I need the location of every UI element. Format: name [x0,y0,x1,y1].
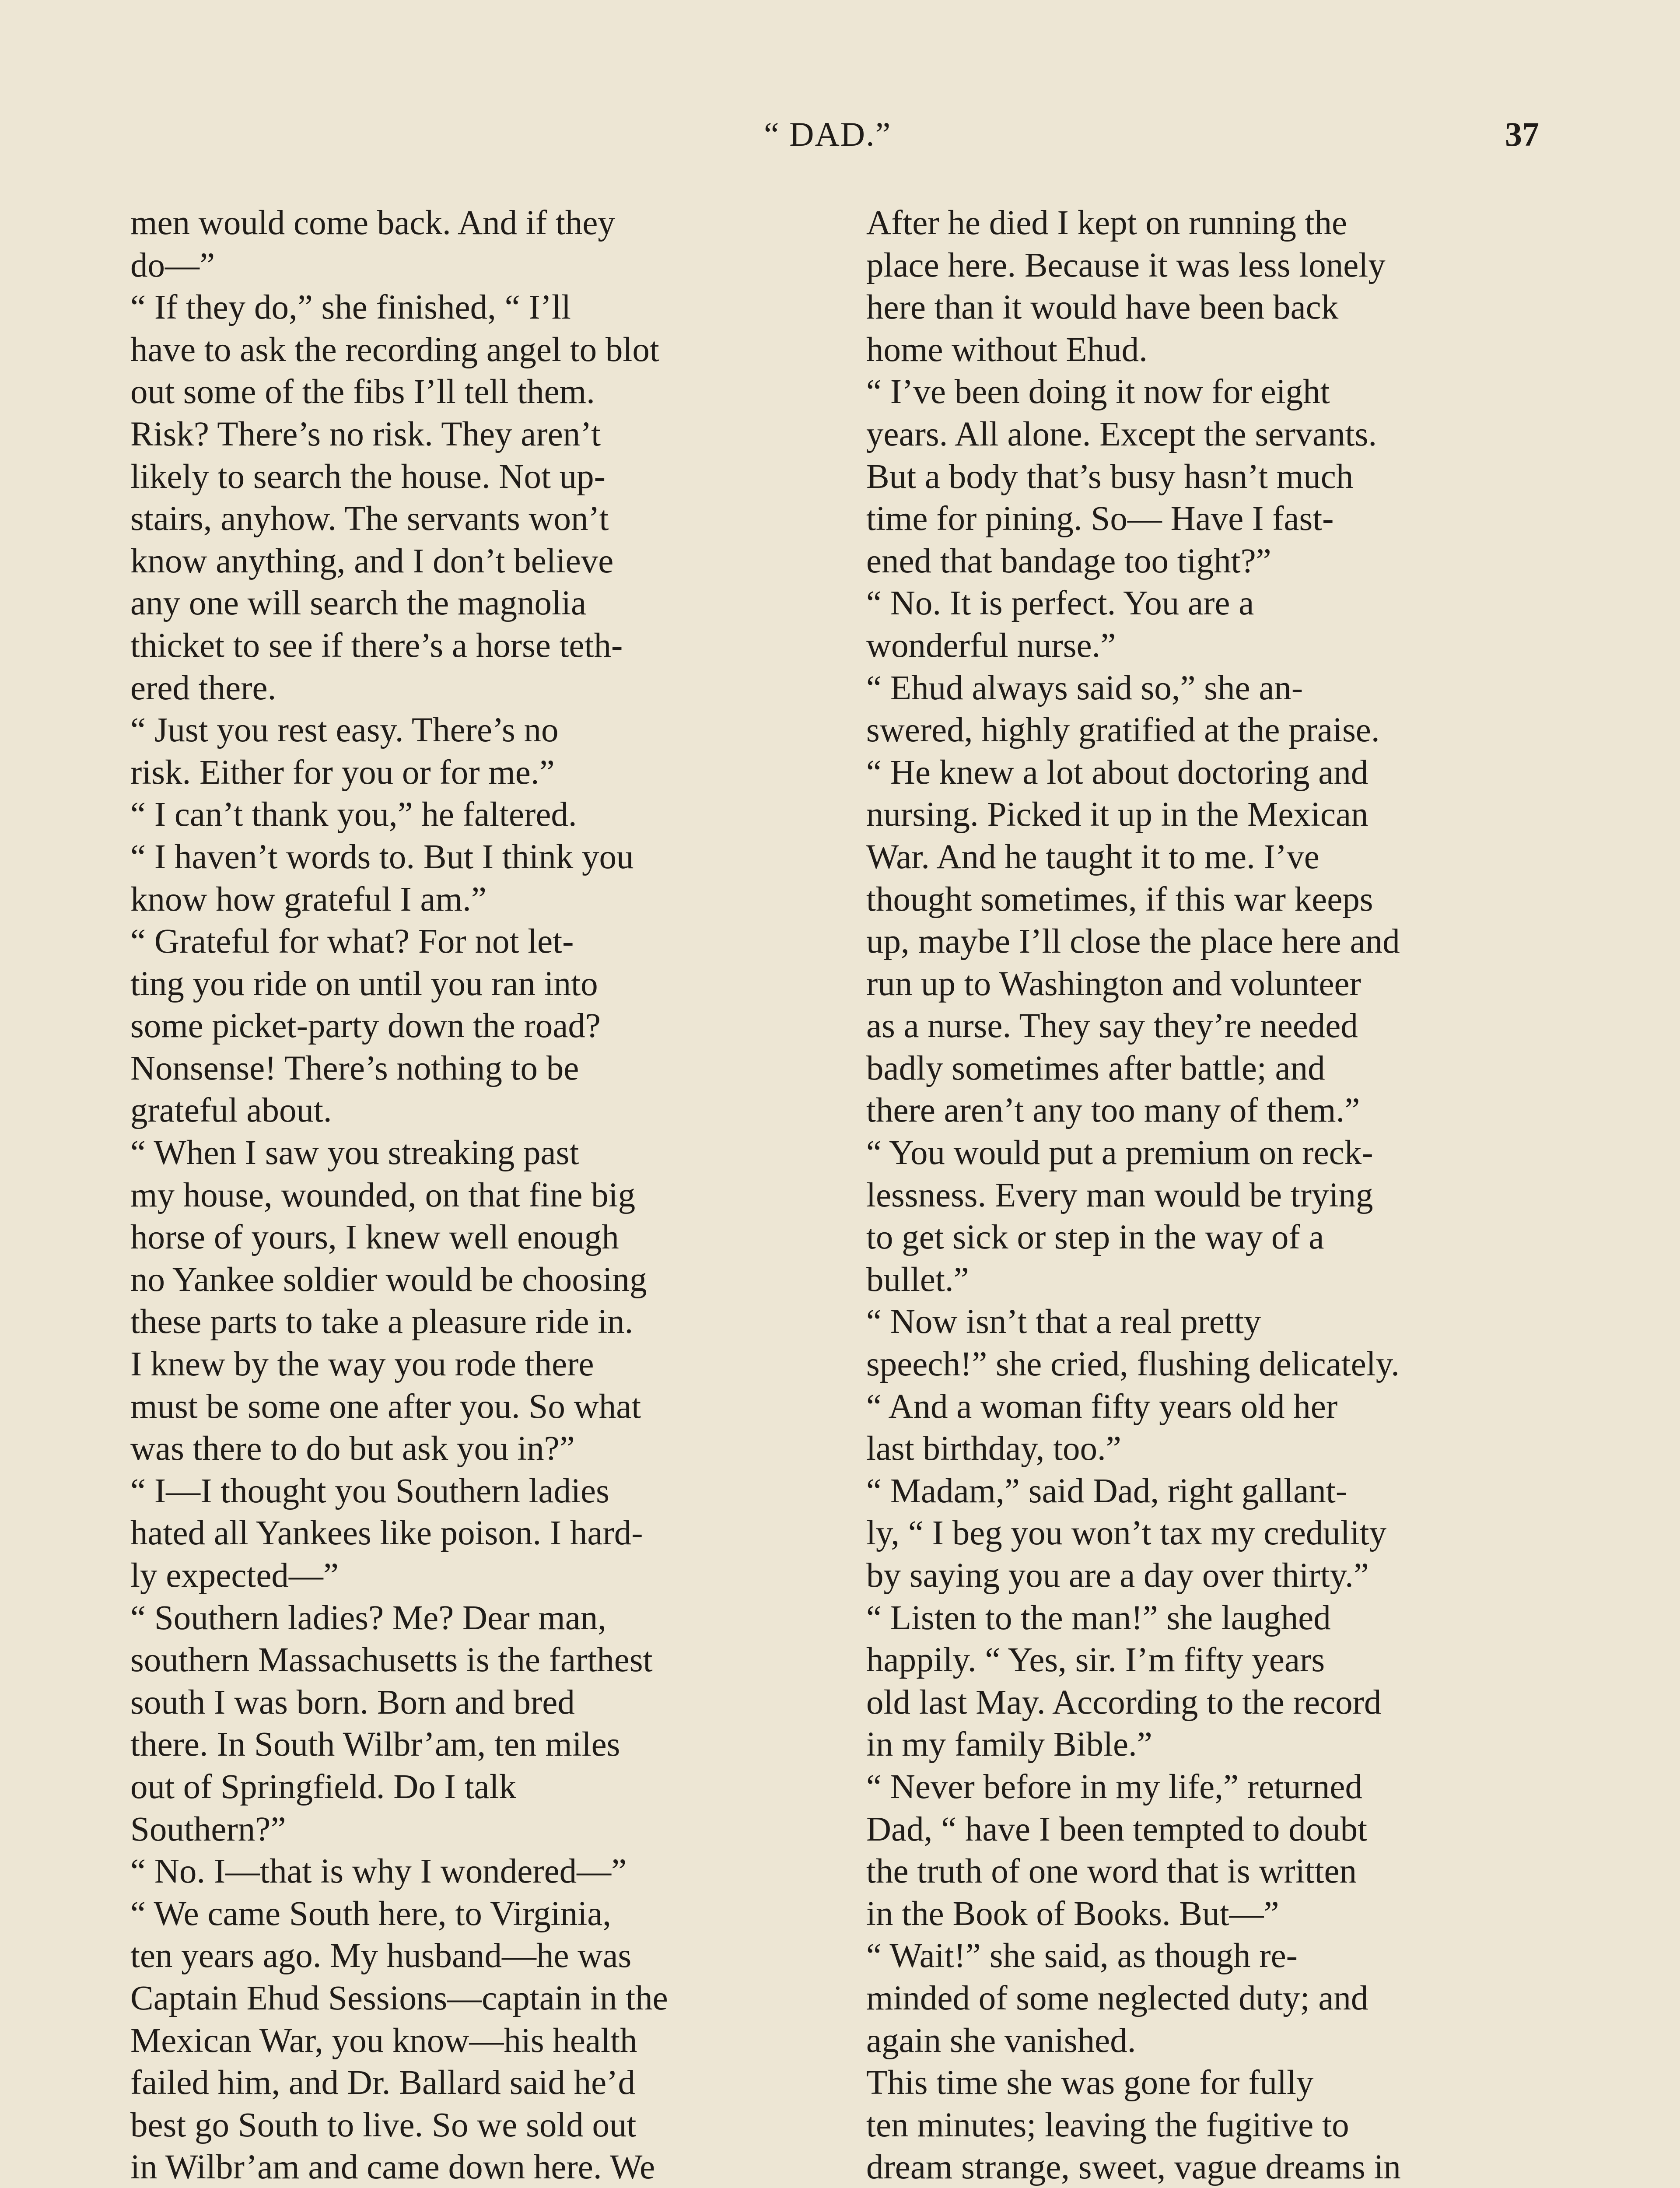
text-line: some picket-party down the road? [130,1007,601,1045]
text-line: here than it would have been back [866,288,1339,327]
text-line: no Yankee soldier would be choosing [130,1260,647,1299]
text-line: the truth of one word that is written [866,1852,1357,1891]
text-line: home without Ehud. [866,330,1148,369]
text-line: time for pining. So— Have I fast- [866,500,1334,538]
running-head: “ DAD.” [764,115,892,153]
text-line: “ Southern ladies? Me? Dear man, [130,1599,607,1637]
text-line: do—” [130,246,215,284]
text-line: swered, highly gratified at the praise. [866,711,1380,750]
text-line: men would come back. And if they [130,204,615,242]
text-line: any one will search the magnolia [130,584,587,623]
text-line: years. All alone. Except the servants. [866,415,1377,453]
text-line: Risk? There’s no risk. They aren’t [130,415,601,453]
text-line: “ Grateful for what? For not let- [130,922,574,961]
text-line: This time she was gone for fully [866,2064,1314,2102]
text-line: failed him, and Dr. Ballard said he’d [130,2064,635,2102]
text-line: “ Never before in my life,” returned [866,1767,1362,1806]
text-line: ting you ride on until you ran into [130,964,598,1003]
text-line: know anything, and I don’t believe [130,542,614,580]
text-line: up, maybe I’ll close the place here and [866,922,1400,961]
text-line: place here. Because it was less lonely [866,246,1386,284]
text-line: in the Book of Books. But—” [866,1894,1279,1933]
text-line: in my family Bible.” [866,1725,1152,1764]
text-line: these parts to take a pleasure ride in. [130,1303,634,1341]
text-line: War. And he taught it to me. I’ve [866,838,1320,876]
text-line: “ Madam,” said Dad, right gallant- [866,1472,1348,1510]
text-line: nursing. Picked it up in the Mexican [866,796,1368,834]
text-line: happily. “ Yes, sir. I’m fifty years [866,1641,1325,1680]
left-text-column [130,202,668,2188]
page-number: 37 [1505,115,1539,153]
text-line: there aren’t any too many of them.” [866,1091,1360,1130]
text-line: “ Listen to the man!” she laughed [866,1599,1331,1637]
text-line: Captain Ehud Sessions—captain in the [130,1979,668,2017]
text-line: minded of some neglected duty; and [866,1979,1368,2017]
text-line: Mexican War, you know—his health [130,2021,637,2060]
text-line: Southern?” [130,1810,286,1848]
text-line: risk. Either for you or for me.” [130,753,555,792]
text-line: last birthday, too.” [866,1430,1121,1468]
text-line: “ You would put a premium on reck- [866,1134,1373,1172]
text-line: Dad, “ have I been tempted to doubt [866,1810,1368,1848]
text-line: my house, wounded, on that fine big [130,1176,636,1214]
text-line: out some of the fibs I’ll tell them. [130,373,595,411]
text-line: “ No. It is perfect. You are a [866,584,1254,623]
text-line: “ He knew a lot about doctoring and [866,753,1368,792]
text-line: out of Springfield. Do I talk [130,1767,517,1806]
text-line: horse of yours, I knew well enough [130,1218,619,1257]
text-line: to get sick or step in the way of a [866,1218,1324,1257]
right-text-column [866,202,1401,2188]
text-line: “ Just you rest easy. There’s no [130,711,559,750]
text-line: “ Ehud always said so,” she an- [866,669,1303,707]
text-line: “ Now isn’t that a real pretty [866,1303,1261,1341]
text-line: After he died I kept on running the [866,204,1348,242]
text-line: ened that bandage too tight?” [866,542,1271,580]
text-line: thicket to see if there’s a horse teth- [130,626,623,665]
text-line: thought sometimes, if this war keeps [866,880,1373,919]
text-line: Nonsense! There’s nothing to be [130,1049,579,1087]
text-line: south I was born. Born and bred [130,1683,575,1722]
text-line: must be some one after you. So what [130,1387,641,1426]
text-line: “ I can’t thank you,” he faltered. [130,796,577,834]
text-line: “ No. I—that is why I wondered—” [130,1852,627,1891]
text-line: again she vanished. [866,2021,1136,2060]
text-line: “ And a woman fifty years old her [866,1387,1338,1426]
text-line: “ I—I thought you Southern ladies [130,1472,609,1510]
text-line: grateful about. [130,1091,332,1130]
text-line: “ I’ve been doing it now for eight [866,373,1330,411]
text-line: lessness. Every man would be trying [866,1176,1373,1214]
text-line: know how grateful I am.” [130,880,486,919]
text-line: “ I haven’t words to. But I think you [130,838,634,876]
text-line: ered there. [130,669,276,707]
text-line: bullet.” [866,1260,969,1299]
text-line: ten years ago. My husband—he was [130,1937,632,1975]
text-line: there. In South Wilbr’am, ten miles [130,1725,620,1764]
text-line: But a body that’s busy hasn’t much [866,457,1354,496]
text-line: badly sometimes after battle; and [866,1049,1325,1087]
text-line: “ If they do,” she finished, “ I’ll [130,288,571,327]
text-line: “ Wait!” she said, as though re- [866,1937,1298,1975]
text-line: as a nurse. They say they’re needed [866,1007,1358,1045]
text-line: “ We came South here, to Virginia, [130,1894,612,1933]
text-line: southern Massachusetts is the farthest [130,1641,653,1680]
text-line: by saying you are a day over thirty.” [866,1557,1369,1595]
text-line: ly, “ I beg you won’t tax my credulity [866,1514,1387,1553]
text-line: hated all Yankees like poison. I hard- [130,1514,643,1553]
text-line: ten minutes; leaving the fugitive to [866,2106,1349,2144]
text-line: have to ask the recording angel to blot [130,330,659,369]
text-line: old last May. According to the record [866,1683,1382,1722]
text-line: ly expected—” [130,1557,339,1595]
text-line: I knew by the way you rode there [130,1345,594,1384]
text-line: “ When I saw you streaking past [130,1134,579,1172]
text-line: stairs, anyhow. The servants won’t [130,500,609,538]
text-line: speech!” she cried, flushing delicately. [866,1345,1400,1384]
text-line: best go South to live. So we sold out [130,2106,637,2144]
text-line: dream strange, sweet, vague dreams in [866,2148,1401,2187]
text-line: wonderful nurse.” [866,626,1116,665]
text-line: likely to search the house. Not up- [130,457,606,496]
text-line: in Wilbr’am and came down here. We [130,2148,655,2187]
text-line: run up to Washington and volunteer [866,964,1361,1003]
text-line: was there to do but ask you in?” [130,1430,575,1468]
